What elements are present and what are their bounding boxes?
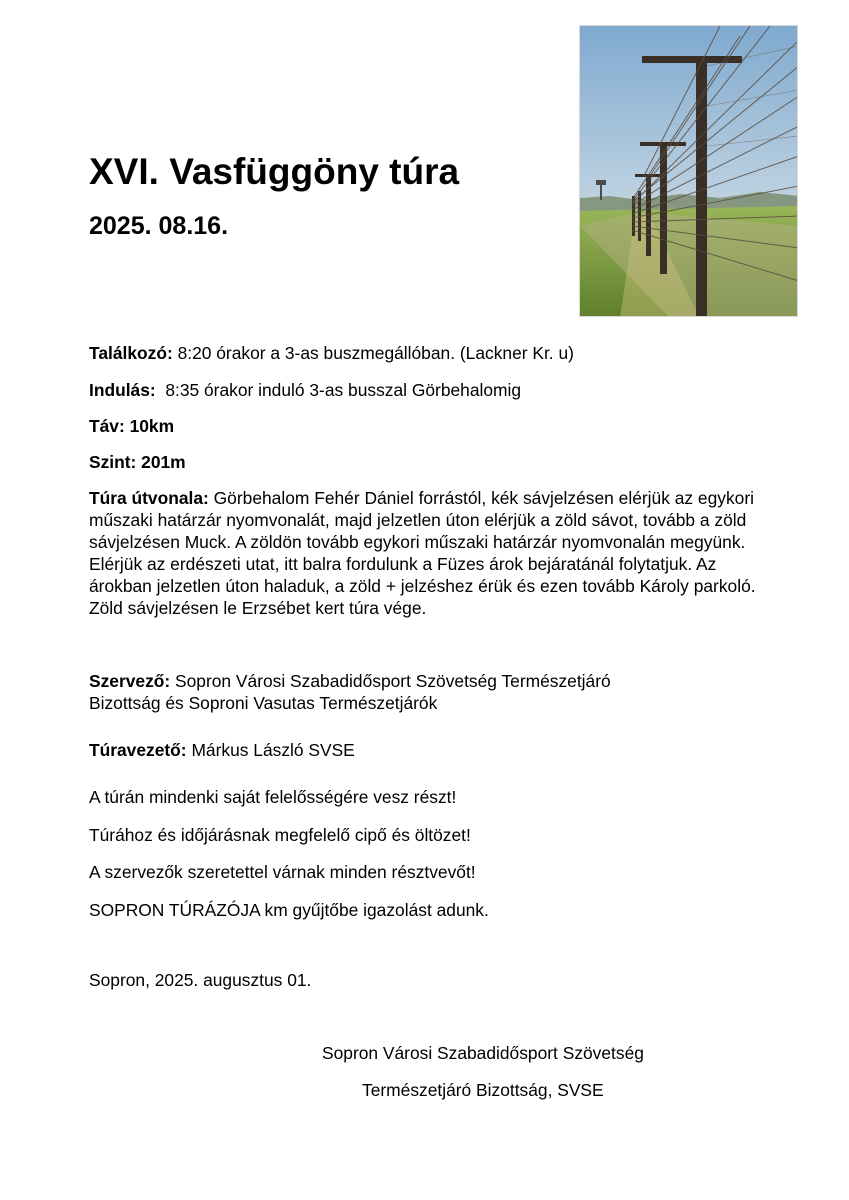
route-paragraph xyxy=(89,487,761,619)
elevation-line xyxy=(89,451,769,473)
distance-line xyxy=(89,415,769,437)
departure-text: 8:35 órakor induló 3-as busszal Görbehalomig xyxy=(155,380,522,400)
organizer-text-line2: Bizottság és Soproni Vasutas Természetjárók xyxy=(89,693,438,713)
organizer-text-line1: Sopron Városi Szabadidősport Szövetség Természetjáró xyxy=(170,671,611,691)
meeting-label: Találkozó: xyxy=(89,343,173,363)
meeting-text: 8:20 órakor a 3-as buszmegállóban. (Lackner Kr. u) xyxy=(172,343,574,363)
signature-line1: Sopron Városi Szabadidősport Szövetség xyxy=(322,1043,644,1063)
page-title: XVI. Vasfüggöny túra xyxy=(89,151,460,192)
leader-line xyxy=(89,739,769,761)
distance-label: Táv: 10km xyxy=(89,416,175,436)
barbed-wire-fence-photo xyxy=(579,25,798,317)
departure-label: Indulás: xyxy=(89,380,156,400)
departure-line xyxy=(89,379,769,401)
meeting-line xyxy=(89,342,769,364)
organizer-label: Szervező: xyxy=(89,671,171,691)
elevation-label: Szint: 201m xyxy=(89,452,186,472)
note-welcome: A szervezők szeretettel várnak minden résztvevőt! xyxy=(89,862,476,882)
note-clothing: Túrához és időjárásnak megfelelő cipő és öltözet! xyxy=(89,825,471,845)
event-date: 2025. 08.16. xyxy=(89,212,229,240)
place-and-date: Sopron, 2025. augusztus 01. xyxy=(89,970,312,990)
route-label: Túra útvonala: xyxy=(89,488,209,508)
leader-label: Túravezető: xyxy=(89,740,187,760)
leader-text: Márkus László SVSE xyxy=(186,740,355,760)
note-responsibility: A túrán mindenki saját felelősségére vesz részt! xyxy=(89,787,457,807)
organizer-paragraph xyxy=(89,670,769,714)
note-km-collector: SOPRON TÚRÁZÓJA km gyűjtőbe igazolást adunk. xyxy=(89,900,489,920)
signature-line2: Természetjáró Bizottság, SVSE xyxy=(362,1080,604,1100)
route-text: Görbehalom Fehér Dániel forrástól, kék sávjelzésen elérjük az egykori műszaki határzár nyomvonalát, majd jelzetlen úton elérjük a zöld sávot, tovább a zöld sávjelzésen Muck. A zöldön tovább egykori műszaki határzár nyomvonalán megyünk. Elérjük az erdészeti utat, itt balra fordulunk a Füzes árok bejáratánál folytatjuk. Az árokban jelzetlen úton haladuk, a zöld + jelzéshez érük és ezen tovább Károly parkoló. Zöld sávjelzésen le Erzsébet kert túra vége. xyxy=(89,488,756,618)
